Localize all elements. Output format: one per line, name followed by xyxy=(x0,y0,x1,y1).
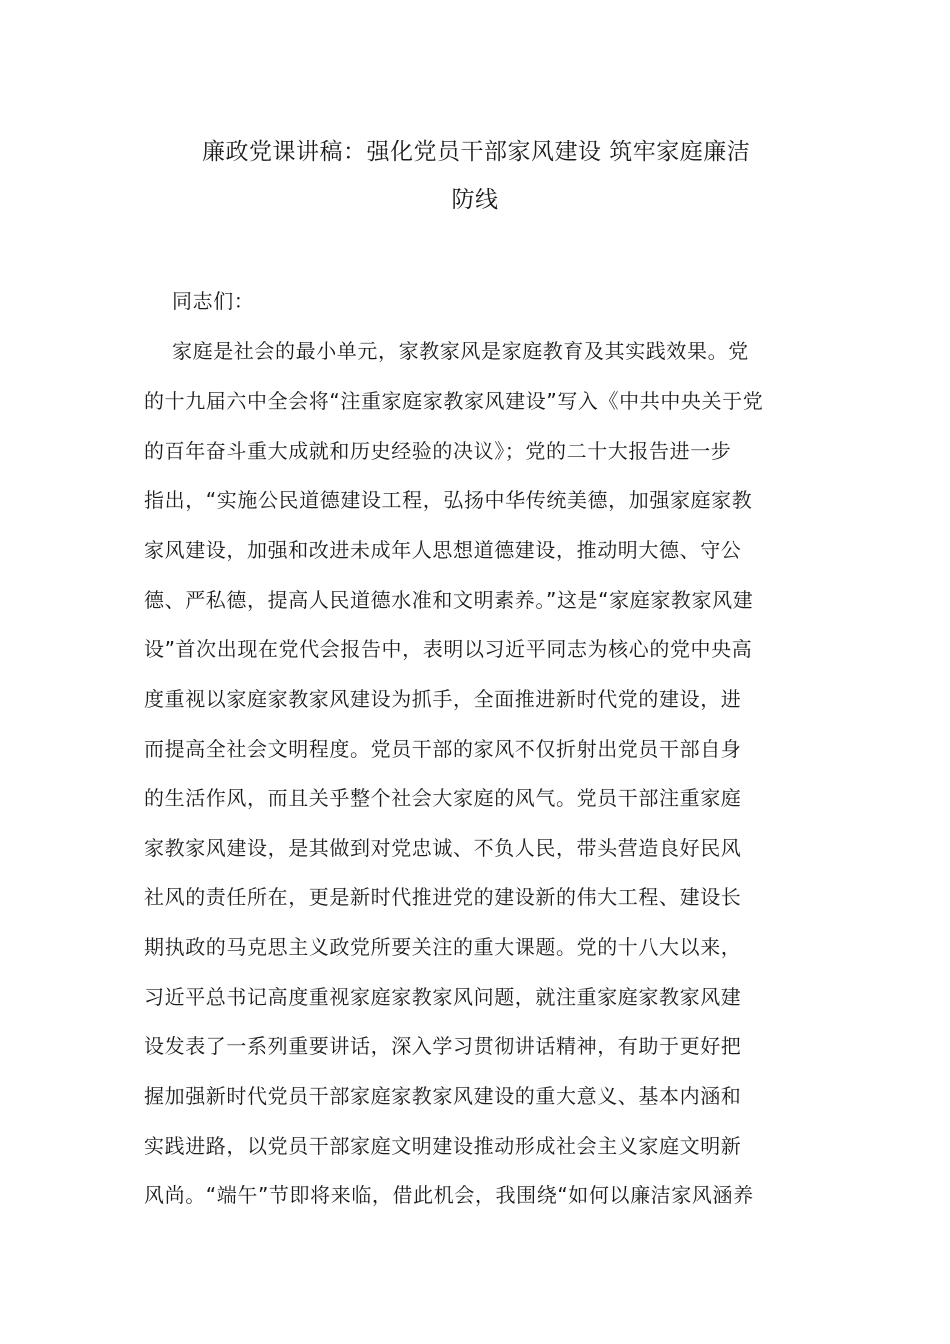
paragraph-line: 设发表了一系列重要讲话，深入学习贯彻讲话精神，有助于更好把 xyxy=(144,1034,742,1058)
paragraph-line: 习近平总书记高度重视家庭家教家风问题，就注重家庭家教家风建 xyxy=(144,985,742,1009)
title-line-2: 防线 xyxy=(451,187,499,213)
paragraph-line: 的生活作风，而且关乎整个社会大家庭的风气。党员干部注重家庭 xyxy=(144,786,742,810)
paragraph-line: 社风的责任所在，更是新时代推进党的建设新的伟大工程、建设长 xyxy=(144,885,742,909)
title-line-1: 廉政党课讲稿：强化党员干部家风建设 筑牢家庭廉洁 xyxy=(202,139,751,165)
paragraph-line: 期执政的马克思主义政党所要关注的重大课题。党的十八大以来， xyxy=(144,935,742,959)
paragraph-line: 设”首次出现在党代会报告中，表明以习近平同志为核心的党中央高 xyxy=(144,637,753,661)
paragraph-line: 的百年奋斗重大成就和历史经验的决议》；党的二十大报告进一步 xyxy=(144,439,732,463)
paragraph-line: 度重视以家庭家教家风建设为抓手，全面推进新时代党的建设，进 xyxy=(144,687,742,711)
paragraph-line: 家庭是社会的最小单元，家教家风是家庭教育及其实践效果。党 xyxy=(172,339,749,363)
paragraph-line: 的十九届六中全会将“注重家庭家教家风建设”写入《中共中央关于党 xyxy=(144,389,764,413)
paragraph-line: 家风建设，加强和改进未成年人思想道德建设，推动明大德、守公 xyxy=(144,538,742,562)
paragraph-line: 家教家风建设，是其做到对党忠诚、不负人民，带头营造良好民风 xyxy=(144,836,742,860)
paragraph-line: 指出，“实施公民道德建设工程，弘扬中华传统美德，加强家庭家教 xyxy=(144,488,753,512)
paragraph-line: 实践进路，以党员干部家庭文明建设推动形成社会主义家庭文明新 xyxy=(144,1134,742,1158)
salutation: 同志们： xyxy=(172,289,255,313)
paragraph-line: 而提高全社会文明程度。党员干部的家风不仅折射出党员干部自身 xyxy=(144,737,742,761)
paragraph-line: 握加强新时代党员干部家庭家教家风建设的重大意义、基本内涵和 xyxy=(144,1084,742,1108)
paragraph-line: 风尚。“端午”节即将来临，借此机会，我围绕“如何以廉洁家风涵养 xyxy=(144,1183,754,1207)
paragraph-line: 德、严私德，提高人民道德水准和文明素养。”这是“家庭家教家风建 xyxy=(144,588,754,612)
